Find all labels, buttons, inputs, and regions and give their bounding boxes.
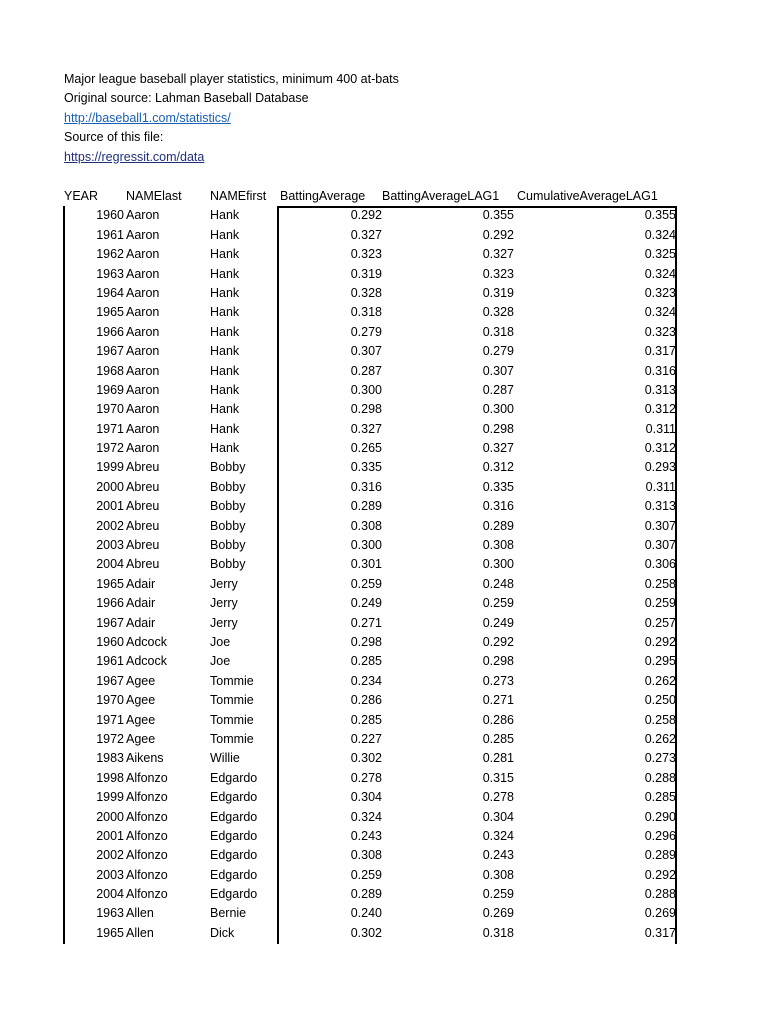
cell-cumulativeaveragelag1: 0.312	[644, 441, 676, 456]
cell-battingaverage: 0.259	[350, 576, 382, 591]
cell-year: 1967	[96, 615, 124, 630]
cell-battingaveragelag1: 0.328	[482, 305, 514, 320]
cell-cumulativeaveragelag1: 0.257	[644, 615, 676, 630]
cell-year: 1999	[96, 460, 124, 475]
cell-battingaverage: 0.243	[350, 828, 382, 843]
cell-namelast: Aaron	[126, 402, 160, 417]
cell-battingaverage: 0.240	[350, 906, 382, 921]
cell-namelast: Aaron	[126, 227, 160, 242]
cell-namefirst: Hank	[210, 266, 240, 281]
cell-battingaverage: 0.298	[350, 634, 382, 649]
table-row	[64, 400, 680, 419]
cell-year: 1999	[96, 790, 124, 805]
table-row	[64, 420, 680, 439]
cell-battingaverage: 0.308	[350, 848, 382, 863]
cell-year: 1972	[96, 731, 124, 746]
cell-namelast: Agee	[126, 731, 156, 746]
table-row	[64, 711, 680, 730]
cell-namefirst: Bobby	[210, 518, 246, 533]
cell-year: 1966	[96, 596, 124, 611]
cell-battingaveragelag1: 0.243	[482, 848, 514, 863]
cell-namelast: Adair	[126, 596, 156, 611]
table-row	[64, 497, 680, 516]
table-row	[64, 342, 680, 361]
cell-battingaveragelag1: 0.298	[482, 654, 514, 669]
cell-year: 2000	[96, 809, 124, 824]
cell-battingaveragelag1: 0.285	[482, 731, 514, 746]
cell-battingaveragelag1: 0.300	[482, 402, 514, 417]
cell-battingaveragelag1: 0.298	[482, 421, 514, 436]
cell-namelast: Aikens	[126, 751, 164, 766]
cell-battingaveragelag1: 0.269	[482, 906, 514, 921]
table-row	[64, 575, 680, 594]
cell-battingaverage: 0.287	[350, 363, 382, 378]
cell-battingaverage: 0.308	[350, 518, 382, 533]
cell-namelast: Alfonzo	[126, 770, 168, 785]
cell-cumulativeaveragelag1: 0.285	[644, 790, 676, 805]
cell-cumulativeaveragelag1: 0.258	[644, 712, 676, 727]
cell-namelast: Aaron	[126, 324, 160, 339]
cell-battingaveragelag1: 0.312	[482, 460, 514, 475]
cell-namelast: Adcock	[126, 634, 167, 649]
cell-namelast: Alfonzo	[126, 867, 168, 882]
cell-battingaverage: 0.286	[350, 693, 382, 708]
table-row	[64, 284, 680, 303]
cell-battingaverage: 0.316	[350, 479, 382, 494]
regressit-link[interactable]: https://regressit.com/data	[64, 149, 205, 164]
cell-battingaverage: 0.289	[350, 499, 382, 514]
table-row	[64, 265, 680, 284]
cell-battingaverage: 0.285	[350, 712, 382, 727]
cell-cumulativeaveragelag1: 0.296	[644, 828, 676, 843]
cell-namefirst: Hank	[210, 324, 240, 339]
description-line: Major league baseball player statistics, minimum 400 at-bats	[64, 72, 399, 86]
cell-battingaverage: 0.307	[350, 344, 382, 359]
cell-year: 1972	[96, 441, 124, 456]
cell-year: 1968	[96, 363, 124, 378]
table-row	[64, 904, 680, 923]
cell-cumulativeaveragelag1: 0.292	[644, 867, 676, 882]
cell-battingaveragelag1: 0.279	[482, 344, 514, 359]
cell-year: 1960	[96, 634, 124, 649]
cell-cumulativeaveragelag1: 0.289	[644, 848, 676, 863]
cell-battingaveragelag1: 0.327	[482, 247, 514, 262]
cell-battingaveragelag1: 0.318	[482, 324, 514, 339]
table-row	[64, 206, 680, 225]
cell-battingaverage: 0.327	[350, 227, 382, 242]
cell-namefirst: Edgardo	[210, 867, 258, 882]
cell-year: 2001	[96, 828, 124, 843]
cell-cumulativeaveragelag1: 0.312	[644, 402, 676, 417]
cell-namefirst: Hank	[210, 382, 240, 397]
cell-battingaverage: 0.298	[350, 402, 382, 417]
cell-namefirst: Bobby	[210, 499, 246, 514]
cell-year: 2003	[96, 538, 124, 553]
cell-battingaverage: 0.265	[350, 441, 382, 456]
table-header-row	[64, 187, 680, 206]
cell-battingaveragelag1: 0.287	[482, 382, 514, 397]
cell-battingaveragelag1: 0.316	[482, 499, 514, 514]
cell-battingaveragelag1: 0.327	[482, 441, 514, 456]
cell-namefirst: Edgardo	[210, 887, 258, 902]
cell-namefirst: Bobby	[210, 460, 246, 475]
cell-year: 1969	[96, 382, 124, 397]
cell-battingaverage: 0.328	[350, 285, 382, 300]
cell-battingaveragelag1: 0.324	[482, 828, 514, 843]
cell-cumulativeaveragelag1: 0.323	[644, 285, 676, 300]
cell-battingaveragelag1: 0.292	[482, 634, 514, 649]
cell-year: 1961	[96, 227, 124, 242]
baseball1-link[interactable]: http://baseball1.com/statistics/	[64, 110, 231, 125]
col-header-namefirst: NAMEfirst	[210, 189, 267, 203]
cell-namelast: Allen	[126, 925, 154, 940]
cell-namefirst: Bobby	[210, 538, 246, 553]
cell-year: 1964	[96, 285, 124, 300]
cell-namefirst: Edgardo	[210, 828, 258, 843]
cell-year: 2004	[96, 557, 124, 572]
table-row	[64, 672, 680, 691]
cell-battingaveragelag1: 0.355	[482, 208, 514, 223]
cell-cumulativeaveragelag1: 0.288	[644, 770, 676, 785]
cell-cumulativeaveragelag1: 0.292	[644, 634, 676, 649]
cell-namelast: Aaron	[126, 208, 160, 223]
cell-year: 1962	[96, 247, 124, 262]
cell-namelast: Alfonzo	[126, 790, 168, 805]
cell-battingaverage: 0.285	[350, 654, 382, 669]
table-row	[64, 381, 680, 400]
table-row	[64, 769, 680, 788]
cell-namefirst: Bernie	[210, 906, 247, 921]
cell-battingaveragelag1: 0.292	[482, 227, 514, 242]
cell-battingaveragelag1: 0.315	[482, 770, 514, 785]
cell-namelast: Abreu	[126, 518, 160, 533]
cell-cumulativeaveragelag1: 0.317	[644, 925, 676, 940]
table-row	[64, 788, 680, 807]
cell-namelast: Aaron	[126, 363, 160, 378]
cell-namefirst: Willie	[210, 751, 240, 766]
cell-namelast: Adcock	[126, 654, 167, 669]
cell-battingaverage: 0.319	[350, 266, 382, 281]
col-header-namelast: NAMElast	[126, 189, 182, 203]
cell-namefirst: Jerry	[210, 576, 238, 591]
cell-battingaverage: 0.324	[350, 809, 382, 824]
cell-cumulativeaveragelag1: 0.258	[644, 576, 676, 591]
cell-namelast: Abreu	[126, 479, 160, 494]
cell-namelast: Alfonzo	[126, 828, 168, 843]
cell-namelast: Aaron	[126, 305, 160, 320]
cell-namefirst: Hank	[210, 285, 240, 300]
cell-cumulativeaveragelag1: 0.325	[644, 247, 676, 262]
cell-year: 2002	[96, 848, 124, 863]
table-row	[64, 846, 680, 865]
cell-cumulativeaveragelag1: 0.324	[644, 305, 676, 320]
cell-year: 1965	[96, 925, 124, 940]
cell-battingaveragelag1: 0.259	[482, 887, 514, 902]
cell-namefirst: Joe	[210, 634, 231, 649]
cell-namefirst: Dick	[210, 925, 235, 940]
cell-namefirst: Tommie	[210, 673, 254, 688]
cell-cumulativeaveragelag1: 0.313	[644, 382, 676, 397]
cell-cumulativeaveragelag1: 0.324	[644, 227, 676, 242]
cell-namefirst: Hank	[210, 208, 240, 223]
cell-cumulativeaveragelag1: 0.355	[644, 208, 676, 223]
cell-cumulativeaveragelag1: 0.316	[644, 363, 676, 378]
table-row	[64, 614, 680, 633]
cell-year: 1970	[96, 402, 124, 417]
table-row	[64, 749, 680, 768]
cell-namelast: Abreu	[126, 460, 160, 475]
cell-cumulativeaveragelag1: 0.324	[644, 266, 676, 281]
table-row	[64, 226, 680, 245]
cell-cumulativeaveragelag1: 0.262	[644, 673, 676, 688]
cell-namefirst: Edgardo	[210, 848, 258, 863]
cell-year: 1963	[96, 266, 124, 281]
cell-year: 1967	[96, 344, 124, 359]
cell-cumulativeaveragelag1: 0.273	[644, 751, 676, 766]
cell-namefirst: Hank	[210, 305, 240, 320]
cell-battingaveragelag1: 0.289	[482, 518, 514, 533]
cell-namefirst: Edgardo	[210, 809, 258, 824]
col-header-battingaverage: BattingAverage	[280, 189, 366, 203]
table-row	[64, 245, 680, 264]
cell-battingaverage: 0.300	[350, 382, 382, 397]
table-row	[64, 885, 680, 904]
cell-namefirst: Hank	[210, 344, 240, 359]
cell-namelast: Abreu	[126, 499, 160, 514]
cell-namefirst: Tommie	[210, 712, 254, 727]
cell-namefirst: Bobby	[210, 557, 246, 572]
cell-battingaverage: 0.327	[350, 421, 382, 436]
cell-cumulativeaveragelag1: 0.288	[644, 887, 676, 902]
cell-battingaverage: 0.304	[350, 790, 382, 805]
col-header-battingaveragelag1: BattingAverageLAG1	[382, 189, 500, 203]
cell-namefirst: Edgardo	[210, 790, 258, 805]
col-header-year: YEAR	[64, 189, 99, 203]
cell-namelast: Aaron	[126, 441, 160, 456]
table-row	[64, 691, 680, 710]
cell-year: 1971	[96, 421, 124, 436]
table-row	[64, 924, 680, 943]
cell-year: 1967	[96, 673, 124, 688]
table-row	[64, 439, 680, 458]
cell-cumulativeaveragelag1: 0.323	[644, 324, 676, 339]
cell-cumulativeaveragelag1: 0.311	[645, 479, 676, 494]
cell-battingaverage: 0.234	[350, 673, 382, 688]
table-row	[64, 536, 680, 555]
cell-year: 2003	[96, 867, 124, 882]
cell-year: 1963	[96, 906, 124, 921]
cell-namelast: Allen	[126, 906, 154, 921]
cell-year: 2000	[96, 479, 124, 494]
cell-namefirst: Hank	[210, 227, 240, 242]
table-row	[64, 866, 680, 885]
cell-namefirst: Hank	[210, 421, 240, 436]
table-row	[64, 633, 680, 652]
cell-namefirst: Hank	[210, 363, 240, 378]
table-row	[64, 303, 680, 322]
table-row	[64, 808, 680, 827]
file-source-label: Source of this file:	[64, 130, 164, 145]
cell-namelast: Aaron	[126, 247, 160, 262]
cell-namelast: Aaron	[126, 344, 160, 359]
cell-battingaveragelag1: 0.304	[482, 809, 514, 824]
cell-cumulativeaveragelag1: 0.259	[644, 596, 676, 611]
cell-battingaverage: 0.259	[350, 867, 382, 882]
cell-year: 1966	[96, 324, 124, 339]
cell-namefirst: Hank	[210, 247, 240, 262]
cell-namelast: Abreu	[126, 538, 160, 553]
cell-namelast: Agee	[126, 673, 156, 688]
cell-namefirst: Bobby	[210, 479, 246, 494]
cell-cumulativeaveragelag1: 0.311	[645, 421, 676, 436]
cell-namefirst: Edgardo	[210, 770, 258, 785]
cell-namelast: Agee	[126, 712, 156, 727]
cell-cumulativeaveragelag1: 0.313	[644, 499, 676, 514]
cell-battingaverage: 0.279	[350, 324, 382, 339]
cell-battingaveragelag1: 0.273	[482, 673, 514, 688]
cell-battingaverage: 0.335	[350, 460, 382, 475]
cell-namelast: Alfonzo	[126, 848, 168, 863]
cell-namefirst: Tommie	[210, 693, 254, 708]
cell-battingaveragelag1: 0.318	[482, 925, 514, 940]
cell-namefirst: Jerry	[210, 596, 238, 611]
table-body	[64, 206, 680, 943]
col-header-cumulativeaveragelag1: CumulativeAverageLAG1	[517, 189, 658, 203]
cell-namelast: Aaron	[126, 285, 160, 300]
cell-namelast: Alfonzo	[126, 887, 168, 902]
cell-battingaveragelag1: 0.281	[482, 751, 514, 766]
data-table	[64, 187, 680, 943]
cell-namefirst: Hank	[210, 402, 240, 417]
cell-year: 1960	[96, 208, 124, 223]
cell-cumulativeaveragelag1: 0.269	[644, 906, 676, 921]
table-row	[64, 555, 680, 574]
table-row	[64, 730, 680, 749]
cell-year: 1970	[96, 693, 124, 708]
cell-year: 2001	[96, 499, 124, 514]
cell-battingaverage: 0.301	[350, 557, 382, 572]
cell-battingaveragelag1: 0.335	[482, 479, 514, 494]
table-row	[64, 458, 680, 477]
cell-battingaveragelag1: 0.308	[482, 867, 514, 882]
cell-cumulativeaveragelag1: 0.290	[644, 809, 676, 824]
cell-namelast: Alfonzo	[126, 809, 168, 824]
cell-cumulativeaveragelag1: 0.307	[644, 538, 676, 553]
cell-namelast: Aaron	[126, 421, 160, 436]
cell-battingaveragelag1: 0.249	[482, 615, 514, 630]
table-row	[64, 478, 680, 497]
cell-battingaveragelag1: 0.308	[482, 538, 514, 553]
cell-battingaverage: 0.323	[350, 247, 382, 262]
cell-year: 1983	[96, 751, 124, 766]
cell-battingaverage: 0.249	[350, 596, 382, 611]
cell-namelast: Aaron	[126, 266, 160, 281]
cell-namefirst: Tommie	[210, 731, 254, 746]
cell-namelast: Aaron	[126, 382, 160, 397]
cell-battingaverage: 0.271	[350, 615, 382, 630]
cell-battingaveragelag1: 0.323	[482, 266, 514, 281]
cell-namefirst: Jerry	[210, 615, 238, 630]
table-row	[64, 362, 680, 381]
cell-year: 2004	[96, 887, 124, 902]
cell-year: 1965	[96, 576, 124, 591]
cell-cumulativeaveragelag1: 0.250	[644, 693, 676, 708]
cell-year: 1961	[96, 654, 124, 669]
table-row	[64, 517, 680, 536]
cell-battingaverage: 0.300	[350, 538, 382, 553]
table-row	[64, 323, 680, 342]
cell-battingaveragelag1: 0.271	[482, 693, 514, 708]
cell-battingaverage: 0.302	[350, 925, 382, 940]
cell-year: 1965	[96, 305, 124, 320]
cell-battingaveragelag1: 0.278	[482, 790, 514, 805]
cell-namelast: Adair	[126, 576, 156, 591]
cell-cumulativeaveragelag1: 0.306	[644, 557, 676, 572]
cell-namefirst: Hank	[210, 441, 240, 456]
cell-cumulativeaveragelag1: 0.293	[644, 460, 676, 475]
cell-battingaverage: 0.292	[350, 208, 382, 223]
original-source-line: Original source: Lahman Baseball Database	[64, 91, 309, 106]
cell-cumulativeaveragelag1: 0.317	[644, 344, 676, 359]
cell-battingaveragelag1: 0.248	[482, 576, 514, 591]
cell-battingaveragelag1: 0.259	[482, 596, 514, 611]
cell-year: 1971	[96, 712, 124, 727]
cell-battingaverage: 0.302	[350, 751, 382, 766]
cell-year: 2002	[96, 518, 124, 533]
cell-battingaveragelag1: 0.319	[482, 285, 514, 300]
cell-battingaverage: 0.227	[350, 731, 382, 746]
cell-cumulativeaveragelag1: 0.307	[644, 518, 676, 533]
cell-namefirst: Joe	[210, 654, 231, 669]
table-row	[64, 652, 680, 671]
cell-year: 1998	[96, 770, 124, 785]
file-header	[64, 70, 399, 167]
cell-battingaverage: 0.318	[350, 305, 382, 320]
cell-battingaverage: 0.289	[350, 887, 382, 902]
cell-namelast: Agee	[126, 693, 156, 708]
cell-battingaveragelag1: 0.307	[482, 363, 514, 378]
table-row	[64, 827, 680, 846]
cell-battingaveragelag1: 0.286	[482, 712, 514, 727]
cell-namelast: Adair	[126, 615, 156, 630]
cell-cumulativeaveragelag1: 0.295	[644, 654, 676, 669]
cell-battingaverage: 0.278	[350, 770, 382, 785]
cell-cumulativeaveragelag1: 0.262	[644, 731, 676, 746]
cell-battingaveragelag1: 0.300	[482, 557, 514, 572]
table-row	[64, 594, 680, 613]
cell-namelast: Abreu	[126, 557, 160, 572]
